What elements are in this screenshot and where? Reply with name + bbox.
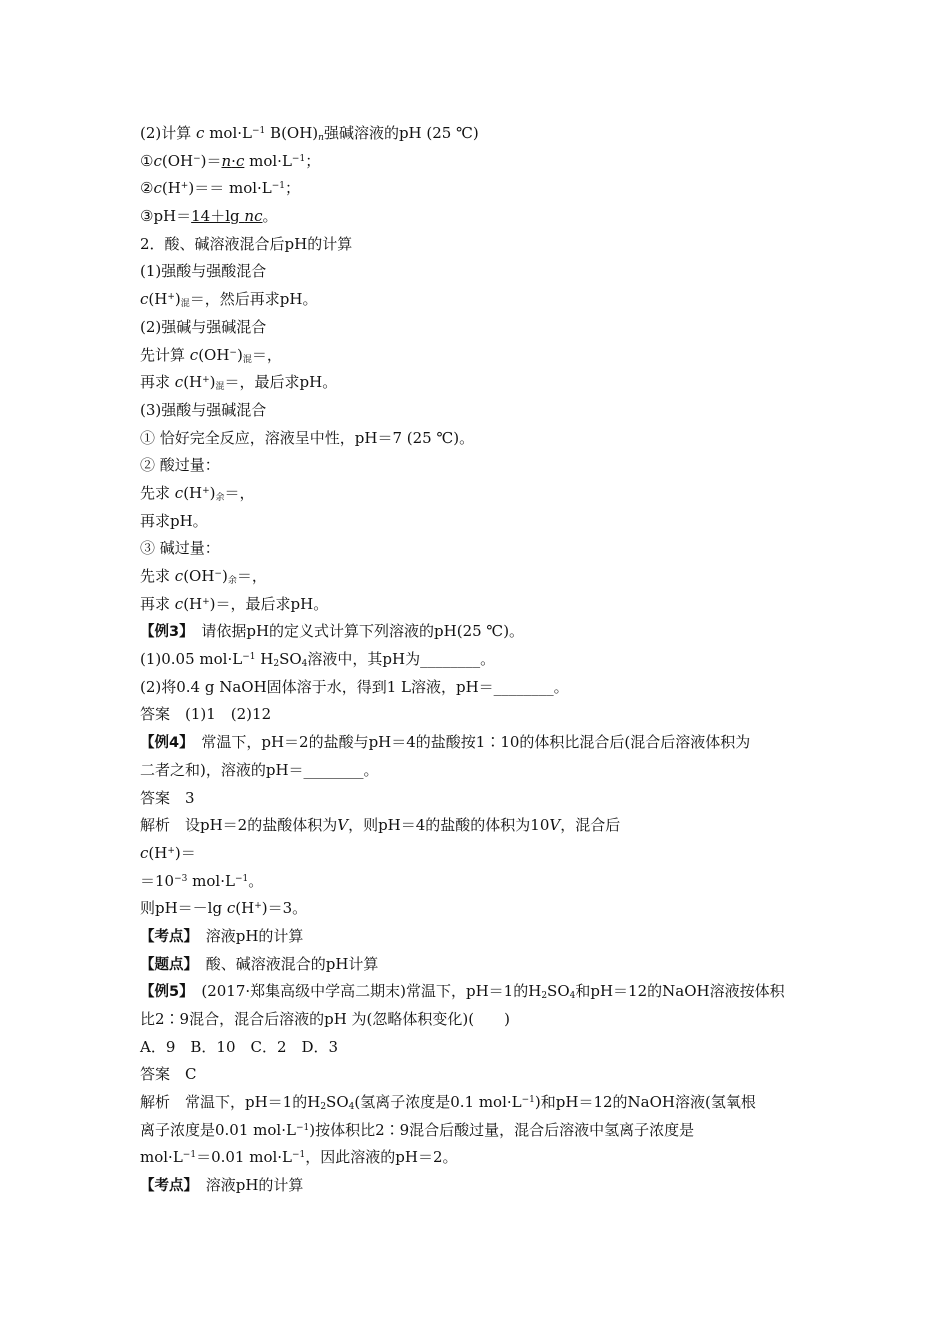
text-line: (2)将0.4 g NaOH固体溶于水，得到1 L溶液，pH＝________。 [140, 677, 569, 696]
text-line: 二者之和)，溶液的pH＝________。 [140, 760, 379, 779]
text-line: $c(H^+)_混=$，然后再求pH。 [140, 290, 318, 310]
text-line: 【题点】 酸、碱溶液混合的pH计算 [140, 954, 379, 973]
text-line: ①c(OH−)＝n·c $mol\cdot L^{-1}$； [140, 151, 321, 170]
text-line: 先求 $c(OH^-)_余=$， [140, 567, 267, 586]
text-line: ③pH＝14＋lg nc。 [140, 207, 278, 226]
text-line: 答案 C [140, 1065, 197, 1084]
text-line: ③ 碱过量： [140, 539, 220, 558]
text-line: 再求 c(H+)＝，最后求pH。 [140, 594, 329, 613]
text-line: $mol\cdot L^{-1}=0.01$ $mol\cdot L^{-1}$，因此溶液的pH＝2。 [140, 1148, 458, 1167]
text-line: 再求pH。 [140, 511, 208, 530]
text-line: (1)强酸与强酸混合 [140, 262, 267, 281]
text-line: 则pH＝－lg c(H+)＝3。 [140, 899, 308, 918]
text-line: 答案 3 [140, 788, 195, 807]
text-line: 比2∶9混合，混合后溶液的pH 为(忽略体积变化)( ) [140, 1010, 510, 1028]
text-line: c(H+)＝ [140, 843, 196, 862]
document-page [140, 120, 820, 1200]
text-line: ① 恰好完全反应，溶液呈中性，pH＝7 (25 ℃)。 [140, 428, 475, 447]
text-line: 【考点】 溶液pH的计算 [140, 926, 304, 945]
text-line: 【例4】 常温下，pH＝2的盐酸与pH＝4的盐酸按1∶10的体积比混合后(混合后溶液体积为 [140, 733, 751, 752]
text-line: 2．酸、碱溶液混合后pH的计算 [140, 234, 353, 253]
text-line: 离子浓度是0.01 $mol\cdot L^{-1}$)按体积比2∶9混合后酸过量，混合后溶液中氢离子浓度是 [140, 1120, 695, 1139]
text-line: (2)计算 c $mol\cdot L^{-1}$ $B(OH)_n$强碱溶液的pH (25 ℃) [140, 124, 479, 143]
text-line: 先计算 $c(OH^-)_混=$， [140, 345, 282, 365]
text-line: 解析 设pH＝2的盐酸体积为V，则pH＝4的盐酸的体积为10V，混合后 [140, 816, 621, 835]
text-line: 【例3】 请依据pH的定义式计算下列溶液的pH(25 ℃)。 [140, 622, 525, 641]
text-line: A．9 B．10 C．2 D．3 [140, 1037, 339, 1056]
text-line: (2)强碱与强碱混合 [140, 317, 267, 336]
text-line: ② 酸过量： [140, 456, 220, 475]
text-line: 【例5】 (2017·郑集高级中学高二期末)常温下，pH＝1的$H_2SO_4$和pH＝12的NaOH溶液按体积 [140, 982, 785, 1002]
text-line: $=10^{-3}$ $mol\cdot L^{-1}$。 [140, 871, 264, 890]
text-line: (1)0.05 $mol\cdot L^{-1}$ $H_2SO_4$溶液中，其pH为________。 [140, 650, 496, 670]
text-line: 答案 (1)1 (2)12 [140, 705, 272, 724]
text-line: 解析 常温下，pH＝1的$H_2SO_4$(氢离子浓度是0.1 $mol\cdot L^{-1}$)和pH＝12的NaOH溶液(氢氧根 [140, 1093, 756, 1113]
text-line: 先求 $c(H^+)_余=$， [140, 483, 255, 503]
text-line: 再求 $c(H^+)_混=$，最后求pH。 [140, 373, 338, 393]
text-line: 【考点】 溶液pH的计算 [140, 1176, 304, 1195]
text-line: ②c(H+)＝＝ $mol\cdot L^{-1}$； [140, 179, 301, 198]
text-line: (3)强酸与强碱混合 [140, 400, 267, 419]
